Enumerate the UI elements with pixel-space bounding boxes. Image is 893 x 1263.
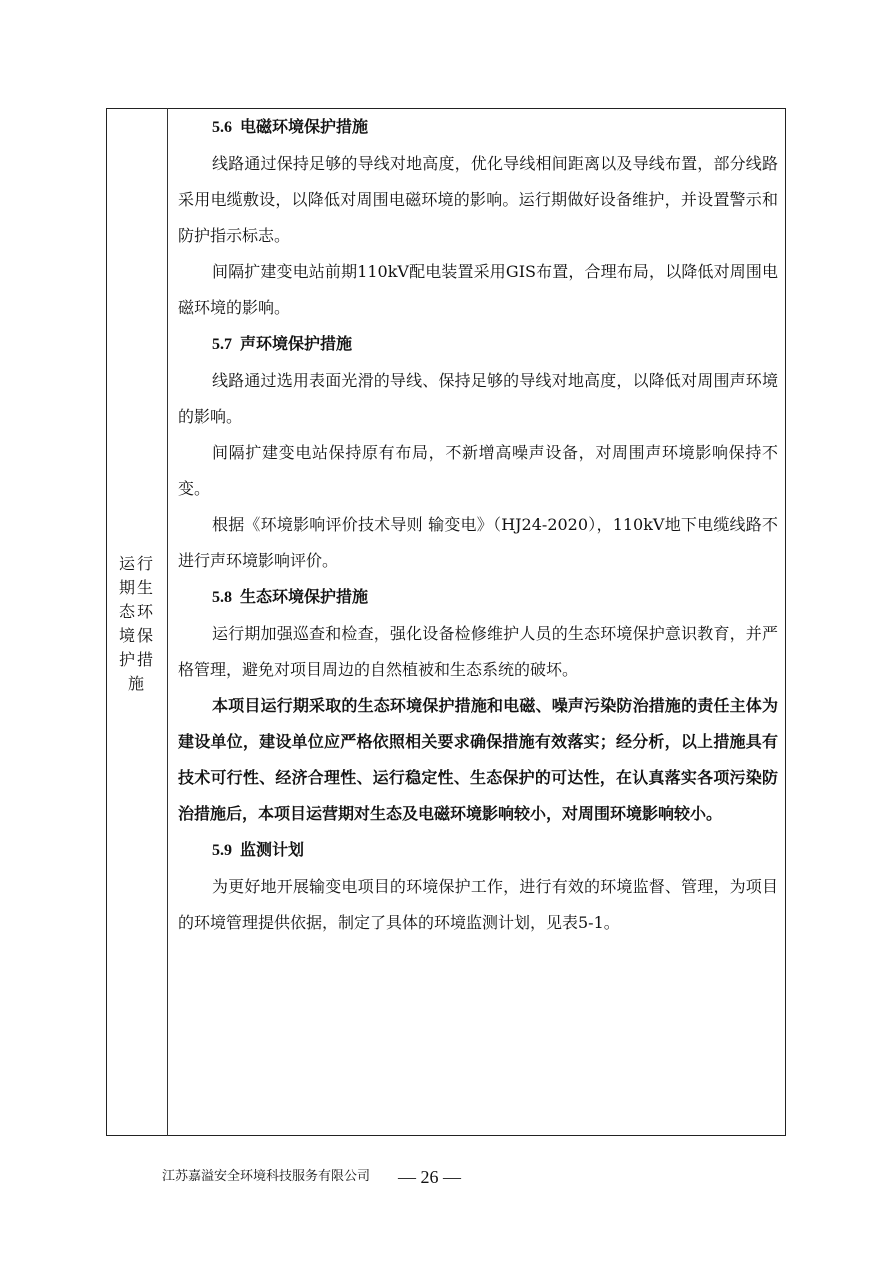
- section-title: 生态环境保护措施: [240, 587, 369, 606]
- section-title: 监测计划: [240, 840, 305, 859]
- paragraph-conclusion: 本项目运行期采取的生态环境保护措施和电磁、噪声污染防治措施的责任主体为建设单位，建设单位应严格依照相关要求确保措施有效落实；经分析，以上措施具有技术可行性、经济合理性、运行稳定性、生态保护的可达性，在认真落实各项污染防治措施后，本项目运营期对生态及电磁环境影响较小，对周围环境影响较小。: [178, 696, 778, 823]
- measures-content: [178, 109, 778, 941]
- paragraph: 线路通过保持足够的导线对地高度，优化导线相间距离以及导线布置，部分线路采用电缆敷设，以降低对周围电磁环境的影响。运行期做好设备维护，并设置警示和防护指示标志。: [178, 154, 778, 245]
- section-number: 5.8: [212, 589, 232, 606]
- section-heading-5-7: [178, 326, 778, 363]
- column-divider: [167, 108, 168, 1136]
- page-footer: [0, 1165, 893, 1189]
- row-label-line: 境保: [118, 626, 155, 645]
- row-label-line: 态环: [118, 602, 155, 621]
- row-label-line: 期生: [118, 578, 155, 597]
- section-heading-5-6: [178, 109, 778, 146]
- row-label-line: 护措: [118, 650, 155, 669]
- paragraph: 运行期加强巡查和检查，强化设备检修维护人员的生态环境保护意识教育，并严格管理，避免对项目周边的自然植被和生态系统的破坏。: [178, 624, 778, 679]
- paragraph: 间隔扩建变电站前期110kV配电装置采用GIS布置，合理布局，以降低对周围电磁环境的影响。: [178, 262, 778, 317]
- section-title: 声环境保护措施: [240, 334, 353, 353]
- row-label-line: 运行: [118, 554, 155, 573]
- section-number: 5.9: [212, 842, 232, 859]
- page-number: — 26 —: [398, 1167, 461, 1187]
- section-number: 5.6: [212, 119, 232, 136]
- section-title: 电磁环境保护措施: [240, 117, 369, 136]
- paragraph: 为更好地开展输变电项目的环境保护工作，进行有效的环境监督、管理，为项目的环境管理提供依据，制定了具体的环境监测计划，见表5-1。: [178, 877, 778, 932]
- paragraph: 间隔扩建变电站保持原有布局，不新增高噪声设备，对周围声环境影响保持不变。: [178, 443, 778, 498]
- company-name: 江苏嘉溢安全环境科技服务有限公司: [162, 1169, 371, 1184]
- paragraph: 根据《环境影响评价技术导则 输变电》（HJ24-2020），110kV地下电缆线路不进行声环境影响评价。: [178, 515, 778, 570]
- section-number: 5.7: [212, 336, 232, 353]
- row-label-line: 施: [127, 674, 146, 693]
- paragraph: 线路通过选用表面光滑的导线、保持足够的导线对地高度，以降低对周围声环境的影响。: [178, 371, 778, 426]
- row-label: [110, 552, 164, 696]
- section-heading-5-9: [178, 832, 778, 869]
- section-heading-5-8: [178, 579, 778, 616]
